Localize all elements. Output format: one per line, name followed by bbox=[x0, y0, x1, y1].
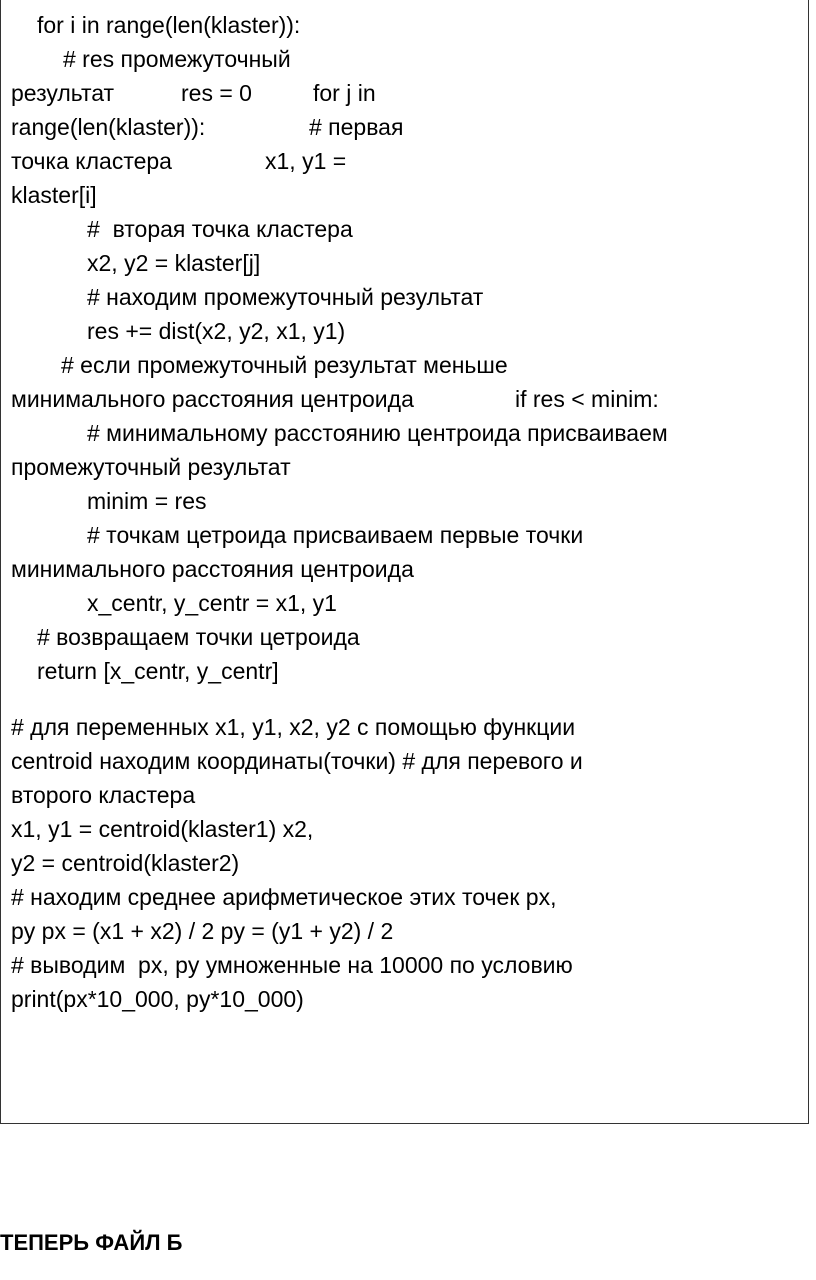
code-line: # точкам цетроида присваиваем первые точки bbox=[87, 522, 584, 548]
code-line: второго кластера bbox=[11, 782, 196, 808]
code-line: range(len(klaster)): bbox=[11, 114, 206, 140]
code-line: centroid находим координаты(точки) # для перевого и bbox=[11, 748, 583, 774]
code-line: результат bbox=[11, 80, 115, 106]
code-line: # первая bbox=[309, 114, 404, 140]
code-line: промежуточный результат bbox=[11, 454, 291, 480]
code-line: # находим промежуточный результат bbox=[87, 284, 484, 310]
code-line: минимального расстояния центроида bbox=[11, 386, 414, 412]
code-line: res = 0 bbox=[181, 80, 252, 106]
code-line: py px = (x1 + x2) / 2 py = (y1 + y2) / 2 bbox=[11, 918, 394, 944]
code-line: for i in range(len(klaster)): bbox=[37, 12, 301, 38]
code-line: x2, y2 = klaster[j] bbox=[87, 250, 261, 276]
code-line: # если промежуточный результат меньше bbox=[61, 352, 508, 378]
code-line: print(px*10_000, py*10_000) bbox=[11, 986, 304, 1012]
code-line: # для переменных x1, y1, x2, y2 с помощью функции bbox=[11, 714, 576, 740]
code-line: # res промежуточный bbox=[63, 46, 291, 72]
code-line: res += dist(x2, y2, x1, y1) bbox=[87, 318, 346, 344]
code-line: for j in bbox=[313, 80, 376, 106]
section-title: ТЕПЕРЬ ФАЙЛ Б bbox=[0, 1230, 183, 1255]
code-line: # минимальному расстоянию центроида присваиваем bbox=[87, 420, 668, 446]
code-line: # возвращаем точки цетроида bbox=[37, 624, 360, 650]
code-line: минимального расстояния центроида bbox=[11, 556, 414, 582]
code-line: x1, y1 = bbox=[265, 148, 347, 174]
code-line: x1, y1 = centroid(klaster1) x2, bbox=[11, 816, 314, 842]
code-line: klaster[i] bbox=[11, 182, 97, 208]
code-line: y2 = centroid(klaster2) bbox=[11, 850, 240, 876]
code-line: return [x_centr, y_centr] bbox=[37, 658, 279, 684]
code-line: x_centr, y_centr = x1, y1 bbox=[87, 590, 337, 616]
code-line: точка кластера bbox=[11, 148, 172, 174]
code-line: # находим среднее арифметическое этих точек px, bbox=[11, 884, 557, 910]
code-line: # вторая точка кластера bbox=[87, 216, 353, 242]
code-line: if res < minim: bbox=[515, 386, 659, 412]
code-line: # выводим px, py умноженные на 10000 по условию bbox=[11, 952, 573, 978]
code-line: minim = res bbox=[87, 488, 207, 514]
